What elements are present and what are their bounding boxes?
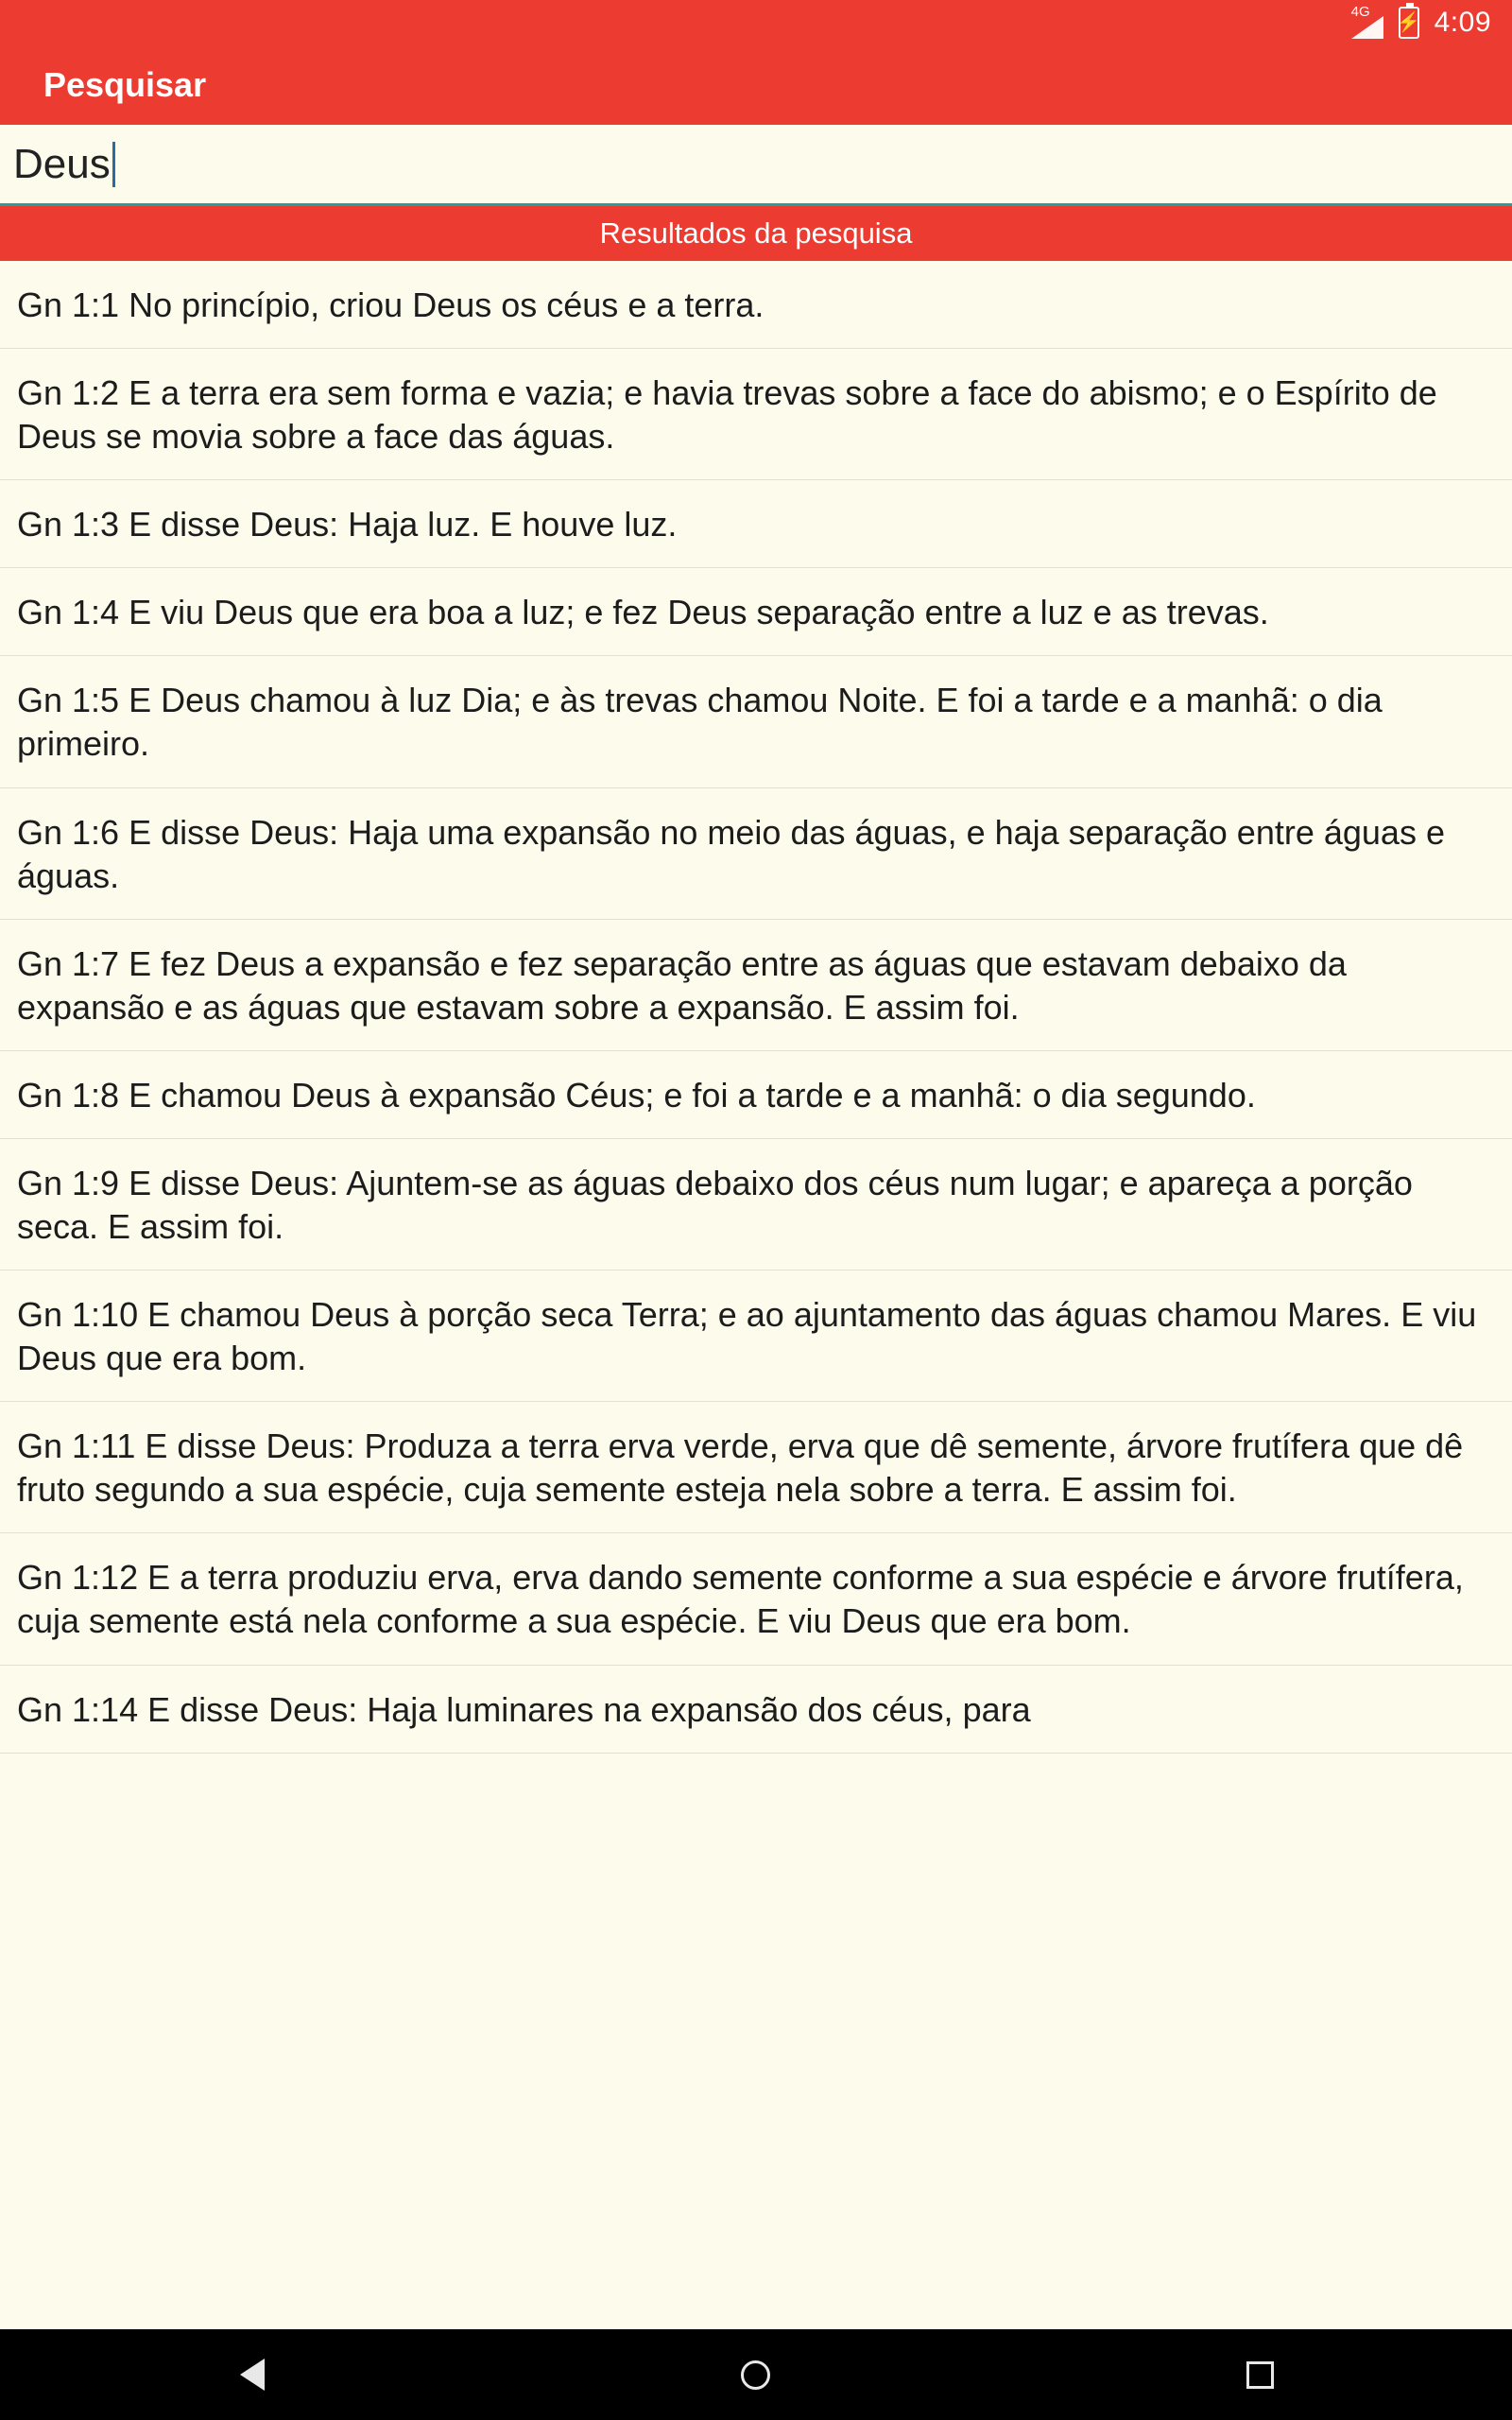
network-indicator (1350, 4, 1389, 39)
list-item[interactable]: Gn 1:11 E disse Deus: Produza a terra erva verde, erva que dê semente, árvore frutífera que dê fruto segundo a sua espécie, cuja semente esteja nela sobre a terra. E assim foi. (0, 1402, 1512, 1533)
nav-home-button[interactable] (699, 2329, 813, 2420)
recents-square-icon (1246, 2361, 1274, 2389)
nav-recents-button[interactable] (1203, 2329, 1316, 2420)
list-item[interactable]: Gn 1:1 No princípio, criou Deus os céus e a terra. (0, 261, 1512, 349)
home-circle-icon (741, 2360, 770, 2390)
list-item[interactable]: Gn 1:3 E disse Deus: Haja luz. E houve luz. (0, 480, 1512, 568)
nav-back-button[interactable] (196, 2329, 309, 2420)
battery-bolt-glyph: ⚡ (1397, 12, 1421, 33)
search-input-value: Deus (13, 140, 111, 187)
status-icons (1350, 4, 1491, 39)
list-item[interactable]: Gn 1:10 E chamou Deus à porção seca Terra; e ao ajuntamento das águas chamou Mares. E viu Deus que era bom. (0, 1270, 1512, 1402)
list-item[interactable]: Gn 1:9 E disse Deus: Ajuntem-se as águas debaixo dos céus num lugar; e apareça a porção seca. E assim foi. (0, 1139, 1512, 1270)
list-item[interactable]: Gn 1:4 E viu Deus que era boa a luz; e fez Deus separação entre a luz e as trevas. (0, 568, 1512, 656)
status-bar (0, 0, 1512, 45)
results-header: Resultados da pesquisa (0, 206, 1512, 261)
network-type-label: 4G (1350, 4, 1370, 20)
status-clock: 4:09 (1434, 7, 1491, 38)
list-item[interactable]: Gn 1:2 E a terra era sem forma e vazia; e havia trevas sobre a face do abismo; e o Espírito de Deus se movia sobre a face das águas. (0, 349, 1512, 480)
list-item[interactable]: Gn 1:12 E a terra produziu erva, erva dando semente conforme a sua espécie e árvore frutífera, cuja semente está nela conforme a sua espécie. E viu Deus que era bom. (0, 1533, 1512, 1665)
list-item[interactable]: Gn 1:14 E disse Deus: Haja luminares na expansão dos céus, para (0, 1666, 1512, 1754)
list-item[interactable]: Gn 1:7 E fez Deus a expansão e fez separação entre as águas que estavam debaixo da expansão e as águas que estavam sobre a expansão. E assim foi. (0, 920, 1512, 1051)
app-bar (0, 45, 1512, 125)
search-results-list[interactable] (0, 261, 1512, 2329)
system-navigation-bar (0, 2329, 1512, 2420)
search-input[interactable] (0, 125, 1512, 206)
battery-charging-icon (1399, 7, 1419, 39)
list-item[interactable]: Gn 1:6 E disse Deus: Haja uma expansão no meio das águas, e haja separação entre águas e águas. (0, 788, 1512, 920)
text-caret (112, 142, 115, 187)
page-title: Pesquisar (43, 65, 207, 104)
back-triangle-icon (240, 2359, 265, 2391)
list-item[interactable]: Gn 1:8 E chamou Deus à expansão Céus; e foi a tarde e a manhã: o dia segundo. (0, 1051, 1512, 1139)
list-item[interactable]: Gn 1:5 E Deus chamou à luz Dia; e às trevas chamou Noite. E foi a tarde e a manhã: o dia primeiro. (0, 656, 1512, 787)
